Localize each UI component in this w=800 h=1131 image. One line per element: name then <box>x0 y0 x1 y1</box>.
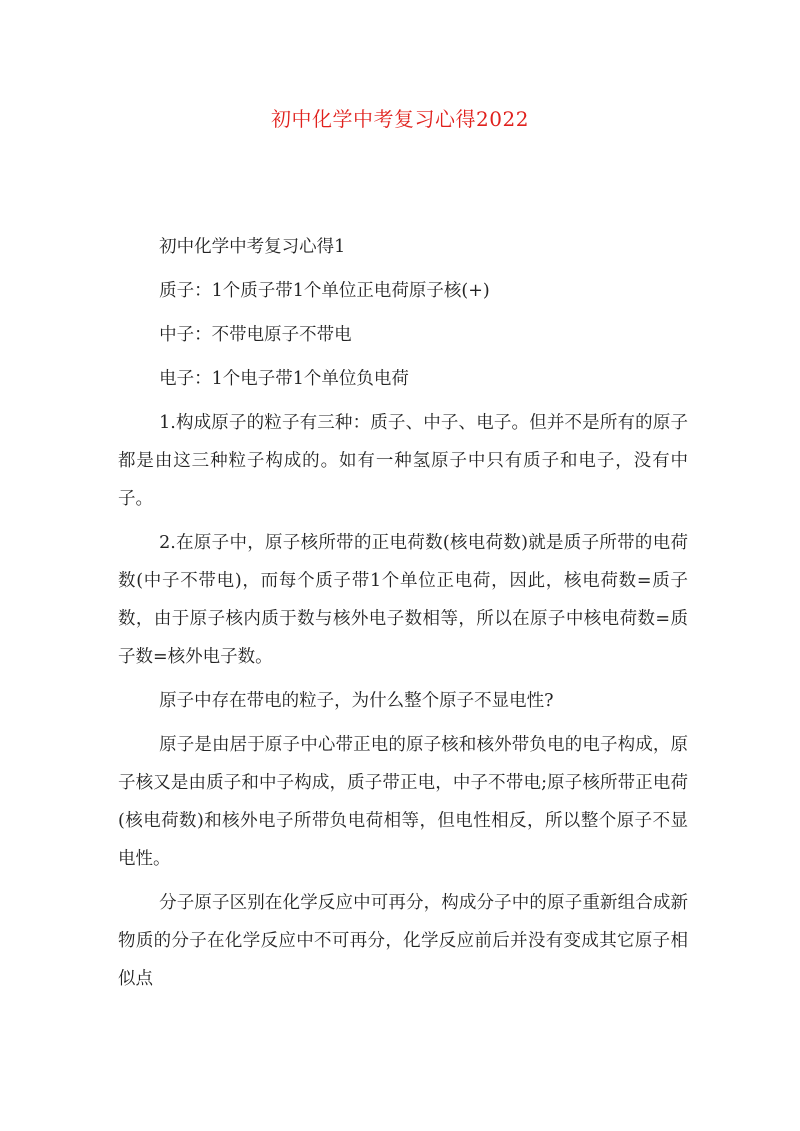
paragraph-proton: 质子：1个质子带1个单位正电荷原子核(+) <box>159 281 490 301</box>
paragraph-point-2: 2.在原子中，原子核所带的正电荷数(核电荷数)就是质子所带的电荷数(中子不带电)，而每个质子带1个单位正电荷，因此，核电荷数=质子数，由于原子核内质于数与核外电子数相等，所以在原子中核电荷数=质子数=核外电子数。 <box>118 533 688 667</box>
paragraph-heading: 初中化学中考复习心得1 <box>159 237 346 257</box>
paragraph-molecule-atom: 分子原子区别在化学反应中可再分，构成分子中的原子重新组合成新物质的分子在化学反应中不可再分，化学反应前后并没有变成其它原子相似点 <box>118 893 688 989</box>
document-title: 初中化学中考复习心得2022 <box>271 107 529 131</box>
paragraph-electron: 电子：1个电子带1个单位负电荷 <box>159 369 409 389</box>
paragraph-point-1: 1.构成原子的粒子有三种：质子、中子、电子。但并不是所有的原子都是由这三种粒子构成的。如有一种氢原子中只有质子和电子，没有中子。 <box>118 413 688 509</box>
document-body <box>118 228 688 1004</box>
paragraph-question: 原子中存在带电的粒子，为什么整个原子不显电性? <box>159 691 554 711</box>
paragraph-answer: 原子是由居于原子中心带正电的原子核和核外带负电的电子构成，原子核又是由质子和中子构成，质子带正电，中子不带电;原子核所带正电荷(核电荷数)和核外电子所带负电荷相等，但电性相反，所以整个原子不显电性。 <box>118 735 688 869</box>
paragraph-neutron: 中子：不带电原子不带电 <box>159 325 352 345</box>
